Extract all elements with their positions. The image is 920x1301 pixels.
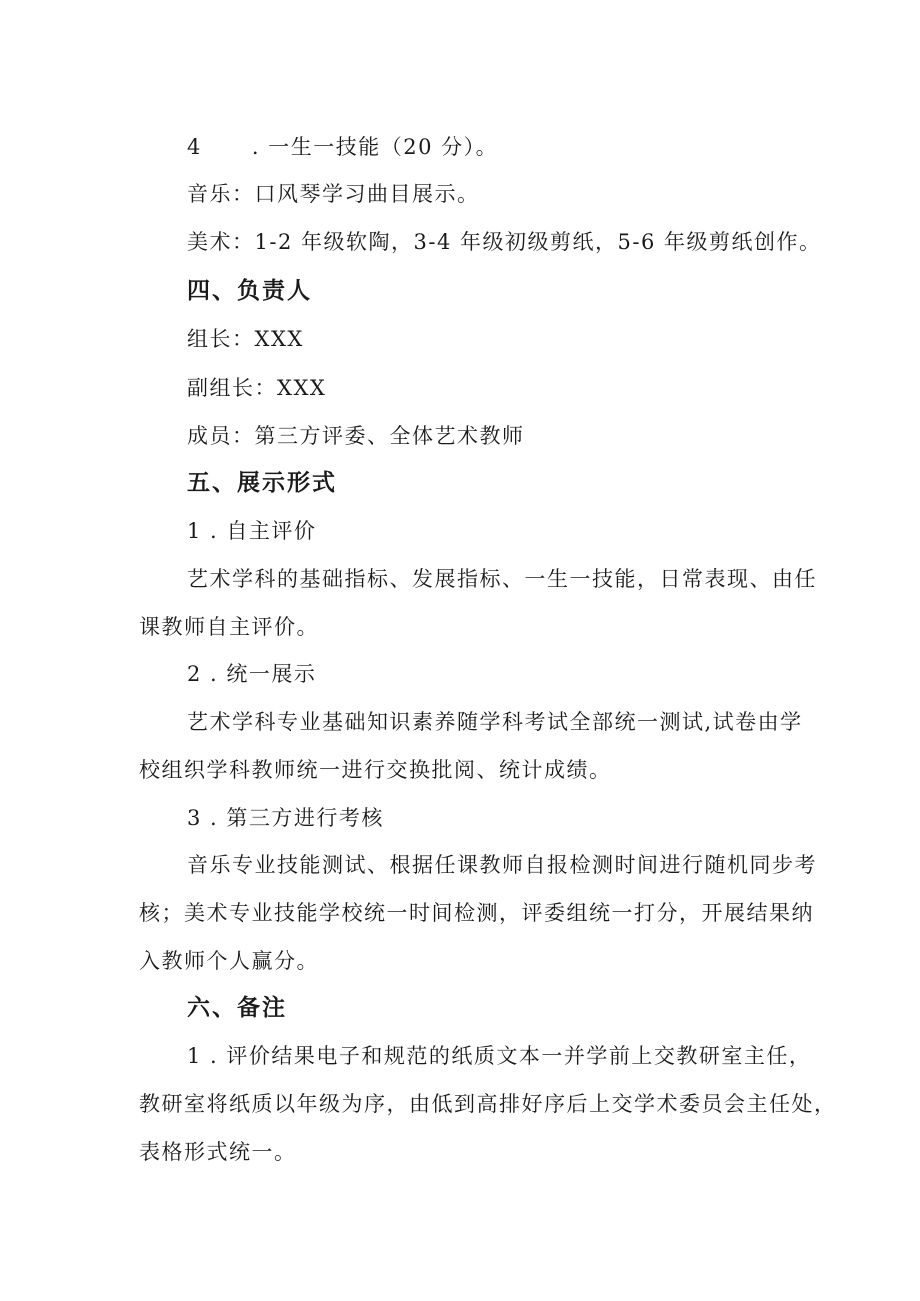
- subsection-2-body-line-1: 艺术学科专业基础知识素养随学科考试全部统一测试,试卷由学: [187, 710, 803, 734]
- subsection-3-body-line-1: 音乐专业技能测试、根据任课教师自报检测时间进行随机同步考: [187, 853, 817, 877]
- subsection-1-body-line-1: 艺术学科的基础指标、发展指标、一生一技能，日常表现、由任: [187, 567, 817, 591]
- subsection-3-body-line-2: 核；美术专业技能学校统一时间检测，评委组统一打分，开展结果纳: [139, 901, 814, 925]
- vice-leader-line: 副组长：XXX: [187, 376, 327, 400]
- leader-line: 组长：XXX: [187, 327, 304, 351]
- subsection-2-title: 2 . 统一展示: [187, 662, 317, 686]
- section-6-heading: 六、备注: [187, 995, 287, 1021]
- subsection-1-body-line-2: 课教师自主评价。: [139, 615, 319, 639]
- members-line: 成员：第三方评委、全体艺术教师: [187, 424, 525, 448]
- note-1-line-3: 表格形式统一。: [139, 1140, 297, 1164]
- section-4-heading: 四、负责人: [187, 278, 312, 304]
- subsection-3-title: 3 . 第三方进行考核: [187, 806, 384, 830]
- item-4-text: . 一生一技能（20 分）。: [251, 135, 499, 159]
- subsection-2-body-line-2: 校组织学科教师统一进行交换批阅、统计成绩。: [139, 758, 612, 782]
- item-4-number: 4: [187, 135, 202, 159]
- note-1-line-1: 1 . 评价结果电子和规范的纸质文本一并学前上交教研室主任，: [187, 1044, 812, 1068]
- item-4-line: [187, 134, 498, 160]
- art-line: 美术：1-2 年级软陶，3-4 年级初级剪纸，5-6 年级剪纸创作。: [187, 230, 822, 254]
- note-1-line-2: 教研室将纸质以年级为序，由低到高排好序后上交学术委员会主任处，: [139, 1092, 837, 1116]
- subsection-1-title: 1 . 自主评价: [187, 519, 317, 543]
- section-5-heading: 五、展示形式: [187, 470, 337, 496]
- music-line: 音乐：口风琴学习曲目展示。: [187, 182, 480, 206]
- subsection-3-body-line-3: 入教师个人赢分。: [139, 949, 319, 973]
